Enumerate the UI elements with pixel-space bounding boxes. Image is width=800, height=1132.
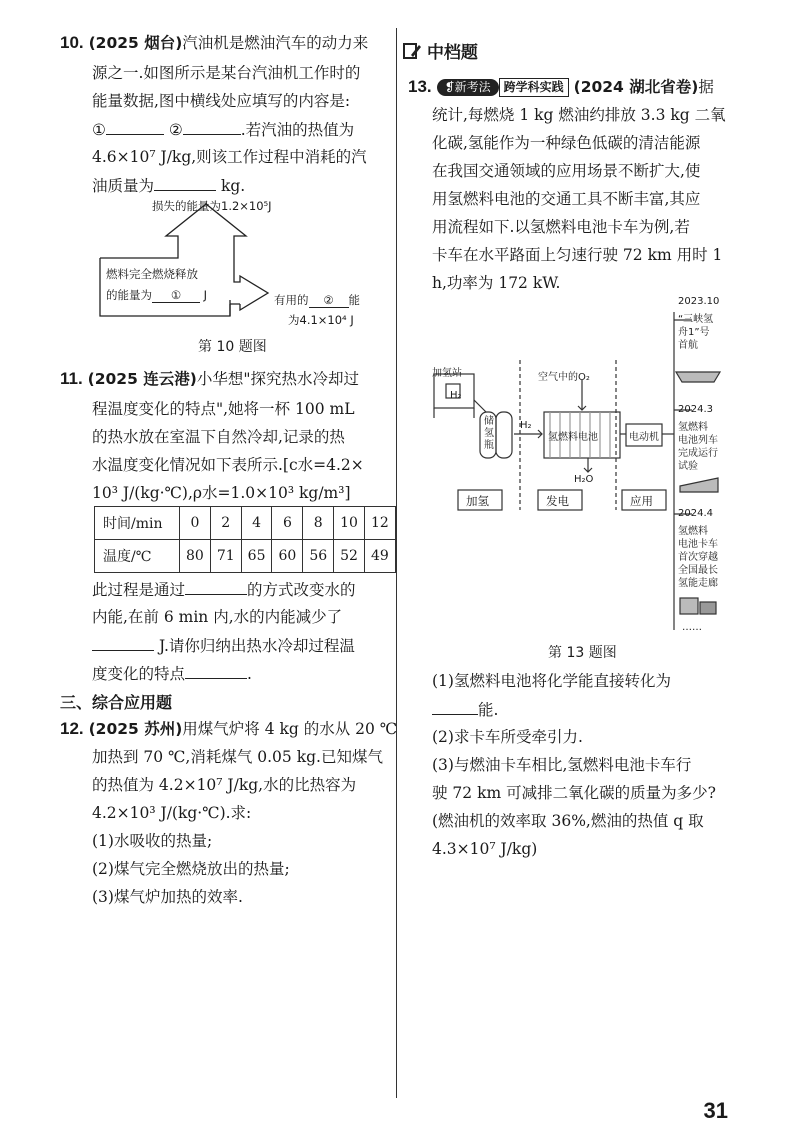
question-text: . xyxy=(247,665,252,683)
question-text: 4.3×10⁷ J/kg) xyxy=(432,840,538,858)
timeline-text: 完成运行 xyxy=(678,448,718,459)
total-energy-label: 的能量为 ① J xyxy=(106,288,208,302)
question-text: (燃油机的效率取 36%,燃油的热值 q 取 xyxy=(432,812,704,830)
lost-energy-label: 损失的能量为1.2×10⁵J xyxy=(152,199,272,213)
useful-energy-label: 有用的 ② 能 xyxy=(274,293,360,307)
question-text: kg. xyxy=(220,177,246,195)
blank-label: ② xyxy=(168,121,183,139)
table-cell: 60 xyxy=(272,540,303,573)
question-text: 内能,在前 6 min 内,水的内能减少了 xyxy=(92,608,343,626)
question-text: J.请你归纳出热水冷却过程温 xyxy=(158,637,355,655)
timeline-text: 舟1”号 xyxy=(678,327,710,338)
question-text: 卡车在水平路面上匀速行驶 72 km 用时 1 xyxy=(432,246,723,264)
motor-label: 电动机 xyxy=(629,432,659,443)
table-cell: 12 xyxy=(364,507,395,540)
question-text: 水温度变化情况如下表所示.[c水=4.2× xyxy=(92,456,364,474)
table-row xyxy=(95,540,396,573)
question-source: (2025 连云港) xyxy=(87,370,197,388)
mid-level-header xyxy=(402,38,478,63)
question-number: 10. xyxy=(60,33,84,52)
question-source: (2024 湖北省卷) xyxy=(573,78,699,96)
sub-question: (3)煤气炉加热的效率. xyxy=(92,888,243,906)
table-cell: 8 xyxy=(303,507,334,540)
table-row xyxy=(95,507,396,540)
sub-question: (1)氢燃料电池将化学能直接转化为 xyxy=(432,672,671,690)
answer-blank[interactable] xyxy=(154,174,216,191)
answer-blank[interactable] xyxy=(92,634,154,651)
question-number: 11. xyxy=(60,369,83,388)
useful-energy-value: 为4.1×10⁴ J xyxy=(288,313,354,327)
table-cell: 56 xyxy=(303,540,334,573)
question-text: 油质量为 xyxy=(92,177,155,195)
question-text: 的方式改变水的 xyxy=(247,581,356,599)
question-text: 用氢燃料电池的交通工具不断丰富,其应 xyxy=(432,190,701,208)
table-cell: 4 xyxy=(241,507,272,540)
page-number: 31 xyxy=(703,1098,728,1123)
blank-marker-2: ② xyxy=(309,293,349,308)
timeline-text: 电池列车 xyxy=(678,435,718,446)
answer-blank[interactable] xyxy=(106,118,164,135)
timeline-text: 氢能走廊 xyxy=(678,578,718,589)
question-text: 度变化的特点 xyxy=(92,665,186,683)
blank-label: ① xyxy=(92,121,106,139)
stage-generation: 发电 xyxy=(546,494,569,508)
table-cell: 71 xyxy=(210,540,241,573)
stage-hydrogenation: 加氢 xyxy=(466,494,489,508)
timeline-ellipsis: …… xyxy=(682,622,702,633)
answer-blank[interactable] xyxy=(432,698,478,715)
table-cell: 2 xyxy=(210,507,241,540)
figure-caption: 第 13 题图 xyxy=(548,645,617,661)
water-label: H₂O xyxy=(574,474,594,485)
table-cell: 6 xyxy=(272,507,303,540)
energy-flow-diagram xyxy=(90,196,380,328)
question-text: 加热到 70 ℃,消耗煤气 0.05 kg.已知煤气 xyxy=(92,748,383,766)
question-number: 13. xyxy=(408,77,432,96)
question-text: 小华想"探究热水冷却过 xyxy=(196,370,359,388)
question-text: 用煤气炉将 4 kg 的水从 20 ℃ xyxy=(182,720,398,738)
question-text: 4.6×10⁷ J/kg,则该工作过程中消耗的汽 xyxy=(92,148,367,166)
sub-question: (1)水吸收的热量; xyxy=(92,832,213,850)
question-source: (2025 烟台) xyxy=(88,34,183,52)
timeline-text: 氢燃料 xyxy=(678,526,708,537)
question-text: 化碳,氢能作为一种绿色低碳的清洁能源 xyxy=(432,134,701,152)
timeline-date-2: 2024.3 xyxy=(678,404,713,415)
section-heading: 三、综合应用题 xyxy=(60,693,173,712)
timeline-text: 电池卡车 xyxy=(678,539,718,550)
cross-subject-badge: 跨学科实践 xyxy=(499,78,569,97)
question-number: 12. xyxy=(60,719,84,738)
fuel-cell-label: 氢燃料电池 xyxy=(548,432,598,443)
temperature-table xyxy=(94,506,396,573)
table-cell: 80 xyxy=(180,540,211,573)
question-text: 汽油机是燃油汽车的动力来 xyxy=(182,34,369,52)
question-text: 据 xyxy=(698,78,714,96)
table-cell: 49 xyxy=(364,540,395,573)
air-label: 空气中的O₂ xyxy=(538,372,590,383)
table-cell: 0 xyxy=(180,507,211,540)
h2-label: H₂ xyxy=(520,420,532,431)
question-text: 的热值为 4.2×10⁷ J/kg,水的比热容为 xyxy=(92,776,357,794)
timeline-text: “三峡氢 xyxy=(678,314,714,325)
column-divider xyxy=(396,28,397,1098)
timeline-text: 首次穿越 xyxy=(678,552,718,563)
answer-blank[interactable] xyxy=(183,118,241,135)
table-header: 温度/℃ xyxy=(95,540,180,573)
answer-blank[interactable] xyxy=(185,578,247,595)
sub-question: (2)煤气完全燃烧放出的热量; xyxy=(92,860,290,878)
timeline-text: 首航 xyxy=(678,340,698,351)
answer-blank[interactable] xyxy=(185,662,247,679)
stage-application: 应用 xyxy=(630,494,653,508)
question-text: h,功率为 172 kW. xyxy=(432,274,561,292)
question-text: 驶 72 km 可减排二氧化碳的质量为多少? xyxy=(432,784,716,802)
timeline-date-3: 2024.4 xyxy=(678,508,713,519)
blank-marker-1: ① xyxy=(152,288,200,303)
question-text: .若汽油的热值为 xyxy=(240,121,355,139)
storage-label: 储氢瓶 xyxy=(484,416,494,451)
question-text: 用流程如下.以氢燃料电池卡车为例,若 xyxy=(432,218,690,236)
timeline-text: 氢燃料 xyxy=(678,422,708,433)
new-method-badge: ❡新考法 xyxy=(437,79,499,96)
mid-level-title: 中档题 xyxy=(426,43,478,63)
question-text: 程温度变化的特点",她将一杯 100 mL xyxy=(92,400,355,418)
sub-question: (2)求卡车所受牵引力. xyxy=(432,728,583,746)
question-source: (2025 苏州) xyxy=(88,720,183,738)
timeline-date-1: 2023.10 xyxy=(678,296,720,307)
question-text: 4.2×10³ J/(kg·℃).求: xyxy=(92,804,252,822)
timeline-text: 试验 xyxy=(678,461,698,472)
table-header: 时间/min xyxy=(95,507,180,540)
timeline-text: 全国最长 xyxy=(678,565,718,576)
figure-caption: 第 10 题图 xyxy=(198,339,267,355)
question-text: 统计,每燃烧 1 kg 燃油约排放 3.3 kg 二氧 xyxy=(432,106,726,124)
table-cell: 10 xyxy=(334,507,365,540)
question-text: 的热水放在室温下自然冷却,记录的热 xyxy=(92,428,345,446)
question-text: 能. xyxy=(478,701,499,719)
question-text: 此过程是通过 xyxy=(92,581,186,599)
table-cell: 52 xyxy=(334,540,365,573)
sub-question: (3)与燃油卡车相比,氢燃料电池卡车行 xyxy=(432,756,692,774)
question-text: 源之一.如图所示是某台汽油机工作时的 xyxy=(92,64,361,82)
question-text: 能量数据,图中横线处应填写的内容是: xyxy=(92,92,351,110)
pencil-note-icon xyxy=(402,41,422,61)
question-text: 10³ J/(kg·℃),ρ水=1.0×10³ kg/m³] xyxy=(92,484,351,502)
station-label: 加氢站 xyxy=(432,368,462,379)
table-cell: 65 xyxy=(241,540,272,573)
question-text: 在我国交通领域的应用场景不断扩大,使 xyxy=(432,162,701,180)
tank-label: H₂ xyxy=(450,390,462,401)
total-energy-label: 燃料完全燃烧释放 xyxy=(106,267,198,281)
